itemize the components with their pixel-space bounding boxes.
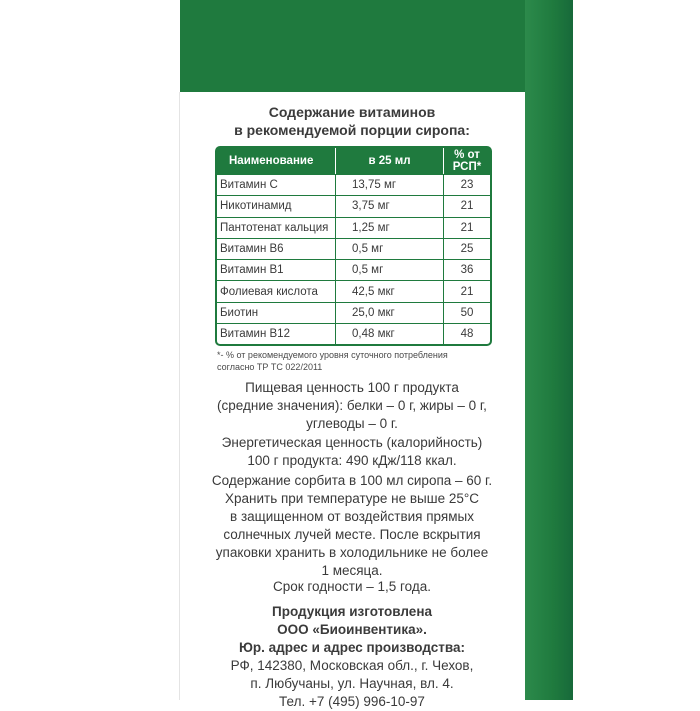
energy-line-1: Энергетическая ценность (калорийность): [221, 435, 483, 450]
nutrition-line-1: Пищевая ценность 100 г продукта: [245, 380, 459, 395]
column-header-name: Наименование: [217, 148, 335, 174]
vitamin-amount: 0,5 мг: [335, 238, 443, 259]
producer-info: [192, 603, 512, 657]
green-side-panel: [525, 0, 573, 700]
vitamin-name: Пантотенат кальция: [217, 217, 335, 238]
column-header-percent: % от РСП*: [443, 148, 490, 174]
vitamin-name: Витамин В1: [217, 259, 335, 280]
table-row: [217, 323, 490, 344]
vitamin-amount: 3,75 мг: [335, 195, 443, 216]
energy-line-2: 100 г продукта: 490 кДж/118 ккал.: [247, 453, 457, 468]
address-line-3: Тел. +7 (495) 996-10-97: [279, 694, 425, 709]
vitamin-name: Биотин: [217, 302, 335, 323]
table-row: [217, 238, 490, 259]
storage-line-5: 1 месяца.: [321, 563, 383, 578]
vitamin-table: [215, 146, 492, 346]
storage-instructions: [192, 490, 512, 580]
vitamin-amount: 25,0 мкг: [335, 302, 443, 323]
storage-line-2: в защищенном от воздействия прямых: [230, 509, 474, 524]
table-footnote: [217, 349, 517, 373]
vitamin-name: Никотинамид: [217, 195, 335, 216]
column-header-amount: в 25 мл: [335, 148, 443, 174]
green-header-band: [180, 0, 525, 92]
producer-address: [192, 657, 512, 711]
table-header-row: [217, 148, 490, 174]
producer-line-3: Юр. адрес и адрес производства:: [238, 640, 466, 655]
table-row: [217, 302, 490, 323]
vitamin-percent: 36: [443, 259, 490, 280]
vitamin-percent: 23: [443, 174, 490, 195]
vitamin-percent: 25: [443, 238, 490, 259]
nutrition-value: [192, 379, 512, 433]
table-row: [217, 259, 490, 280]
energy-value: [192, 434, 512, 470]
address-line-2: п. Любучаны, ул. Научная, вл. 4.: [250, 676, 454, 691]
vitamin-name: Витамин С: [217, 174, 335, 195]
vitamin-amount: 13,75 мг: [335, 174, 443, 195]
vitamin-amount: 0,5 мг: [335, 259, 443, 280]
table-row: [217, 280, 490, 301]
storage-line-1: Хранить при температуре не выше 25°С: [225, 491, 479, 506]
vitamin-percent: 48: [443, 323, 490, 344]
storage-line-3: солнечных лучей месте. После вскрытия: [223, 527, 481, 542]
vitamin-percent: 21: [443, 280, 490, 301]
table-row: [217, 195, 490, 216]
vitamin-name: Витамин В6: [217, 238, 335, 259]
vitamin-percent: 21: [443, 195, 490, 216]
vitamin-amount: 42,5 мкг: [335, 280, 443, 301]
vitamin-name: Витамин В12: [217, 323, 335, 344]
table-row: [217, 174, 490, 195]
storage-line-4: упаковки хранить в холодильнике не более: [215, 545, 489, 560]
table-row: [217, 217, 490, 238]
vitamin-amount: 1,25 мг: [335, 217, 443, 238]
nutrition-line-3: углеводы – 0 г.: [306, 416, 398, 431]
sorbitol-content: Содержание сорбита в 100 мл сиропа – 60 г.: [211, 473, 493, 488]
vitamins-heading: [196, 103, 508, 139]
address-line-1: РФ, 142380, Московская обл., г. Чехов,: [230, 658, 474, 673]
producer-line-2: ООО «Биоинвентика».: [277, 622, 427, 637]
vitamin-amount: 0,48 мкг: [335, 323, 443, 344]
vitamin-percent: 21: [443, 217, 490, 238]
producer-line-1: Продукция изготовлена: [272, 604, 432, 619]
footnote-line-2: согласно ТР ТС 022/2011: [217, 362, 323, 372]
heading-line-1: Содержание витаминов: [268, 104, 436, 120]
box-edge: [179, 92, 180, 700]
vitamin-percent: 50: [443, 302, 490, 323]
vitamin-name: Фолиевая кислота: [217, 280, 335, 301]
heading-line-2: в рекомендуемой порции сиропа:: [234, 122, 470, 138]
nutrition-line-2: (средние значения): белки – 0 г, жиры – 0 г,: [217, 398, 487, 413]
shelf-life: Срок годности – 1,5 года.: [272, 579, 432, 594]
footnote-line-1: *- % от рекомендуемого уровня суточного потребления: [217, 350, 448, 360]
